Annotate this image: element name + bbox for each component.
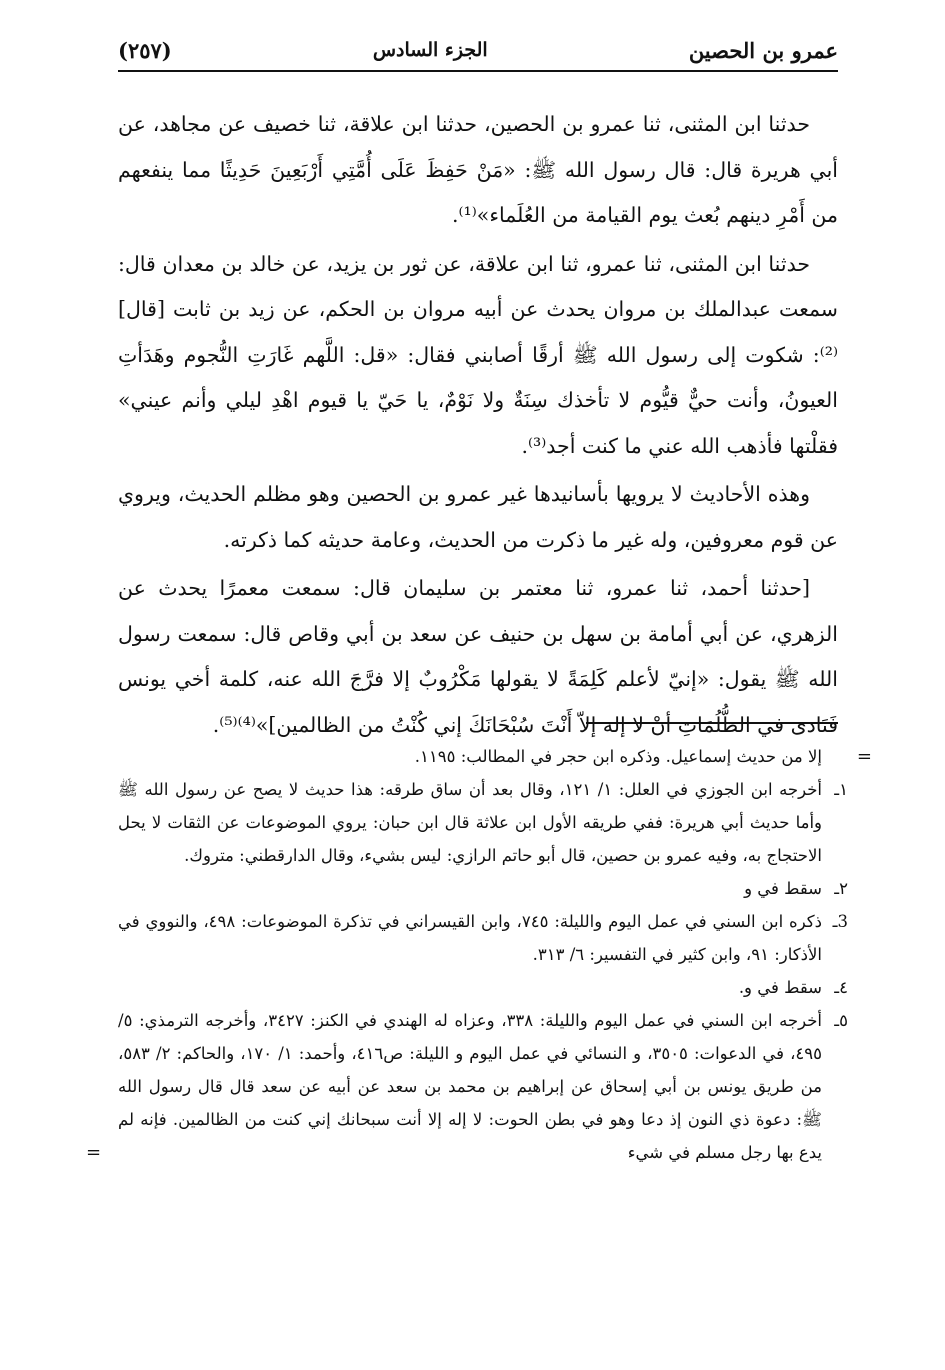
footnote-item — [118, 905, 848, 971]
paragraph: حدثنا ابن المثنى، ثنا عمرو بن الحصين، حدثنا ابن علاقة، ثنا خصيف عن مجاهد، عن أبي هريرة قال: قال رسول الله ﷺ: «مَنْ حَفِظَ عَلَى أُمَّتِي أَرْبَعِينَ حَدِيثًا مما ينفعهم من أَمْرِ دينهم بُعث يوم القيامة من العُلَماء»⁽¹⁾. — [118, 112, 838, 227]
footnote-text: سقط في و — [744, 879, 822, 898]
footnote-item — [118, 773, 848, 872]
footnotes — [86, 740, 872, 1169]
footnote-item — [118, 971, 848, 1004]
footnote-text: إلا من حديث إسماعيل. وذكره ابن حجر في المطالب: ١١٩٥. — [414, 747, 822, 766]
footnote-number: ٤ـ — [834, 978, 848, 997]
footnote-number: ٢ـ — [834, 879, 848, 898]
footnote-text: أخرجه ابن الجوزي في العلل: ١/ ١٢١، وقال بعد أن ساق طرقه: هذا حديث لا يصح عن رسول الله ﷺ وأما حديث أبي هريرة: ففي طريقه الأول ابن علاثة قال ابن حبان: يروي الموضوعات عن الثقات لا يحل الاحتجاج به، وفيه عمرو بن حصين، قال أبو حاتم الرازي: ليس بشيء، وقال الدارقطني: متروك. — [118, 780, 823, 865]
paragraph: وهذه الأحاديث لا يرويها بأسانيدها غير عمرو بن الحصين وهو مظلم الحديث، ويروي عن قوم معروفين، وله غير ما ذكرت من الحديث، وعامة حديثه كما ذكرته. — [118, 482, 838, 552]
footnote-number: ١ـ — [834, 780, 848, 799]
page-number: (٢٥٧) — [118, 37, 172, 63]
footnote-number: 3ـ — [832, 912, 848, 931]
footnote-text: ذكره ابن السني في عمل اليوم والليلة: ٧٤٥، وابن القيسراني في تذكرة الموضوعات: ٤٩٨، والنووي في الأذكار: ٩١، وابن كثير في التفسير: ٦/ ٣١٣. — [118, 912, 822, 964]
footnote-separator — [586, 722, 838, 724]
main-text — [118, 102, 838, 748]
volume-title: الجزء السادس — [372, 39, 488, 61]
footnote-item — [86, 1004, 848, 1169]
paragraph: حدثنا ابن المثنى، ثنا عمرو، ثنا ابن علاقة، عن ثور بن يزيد، عن خالد بن معدان قال: سمعت عبدالملك بن مروان يحدث عن أبيه مروان بن الحكم، عن زيد بن ثابت [قال]⁽²⁾: شكوت إلى رسول الله ﷺ أرقًا أصابني فقال: «قل: اللَّهم غَارَتِ النُّجوم وهَدَأتِ العيونُ، وأنت حيٌّ قيُّوم لا تأخذك سِنَةٌ ولا نَوْمٌ، يا حَيّ يا قيوم اهْدِ ليلي وأنم عيني» فقلْتها فأذهب الله عني ما كنت أجد⁽³⁾. — [118, 251, 838, 458]
footnote-number: ٥ـ — [834, 1011, 848, 1030]
footnote-text: سقط في و. — [738, 978, 822, 997]
continuation-mark: = — [856, 746, 872, 767]
page-header — [118, 30, 838, 72]
footnote-item — [118, 872, 848, 905]
footnote-text: أخرجه ابن السني في عمل اليوم والليلة: ٣٣٨، وعزاه له الهندي في الكنز: ٣٤٢٧، وأخرجه الترمذي: ٥/ ٤٩٥، في الدعوات: ٣٥٠٥، و النسائي في عمل اليوم و الليلة: ص٤١٦، وأحمد: ١/ ١٧٠، والحاكم: ٢/ ٥٨٣، من طريق يونس بن أبي إسحاق عن إبراهيم بن محمد بن سعد عن أبيه عن سعد قال قال رسول الله ﷺ: دعوة ذي النون إذ دعا وهو في بطن الحوت: لا إله إلا أنت سبحانك إني كنت من الظالمين. فإنه لم يدع بها رجل مسلم في شيء — [118, 1011, 823, 1162]
continuation-mark: = — [86, 1142, 102, 1163]
footnote-continuation — [118, 740, 872, 773]
paragraph: [حدثنا أحمد، ثنا عمرو، ثنا معتمر بن سليمان قال: سمعت معمرًا يحدث عن الزهري، عن أبي أمامة بن سهل بن حنيف عن سعد بن أبي وقاص قال: سمعت رسول الله ﷺ يقول: «إنيّ لأعلم كَلِمَةً لا يقولها مَكْرُوبٌ إلا فرَّجَ الله عنه، كلمة أخي يونس فَنَادى في الظُّلُمَاتِ أنْ لا إله إلاّ أَنْتَ سُبْحَانَكَ إني كُنْتُ من الظالمين]»⁽⁴⁾⁽⁵⁾. — [118, 576, 838, 737]
running-title: عمرو بن الحصين — [688, 37, 838, 63]
